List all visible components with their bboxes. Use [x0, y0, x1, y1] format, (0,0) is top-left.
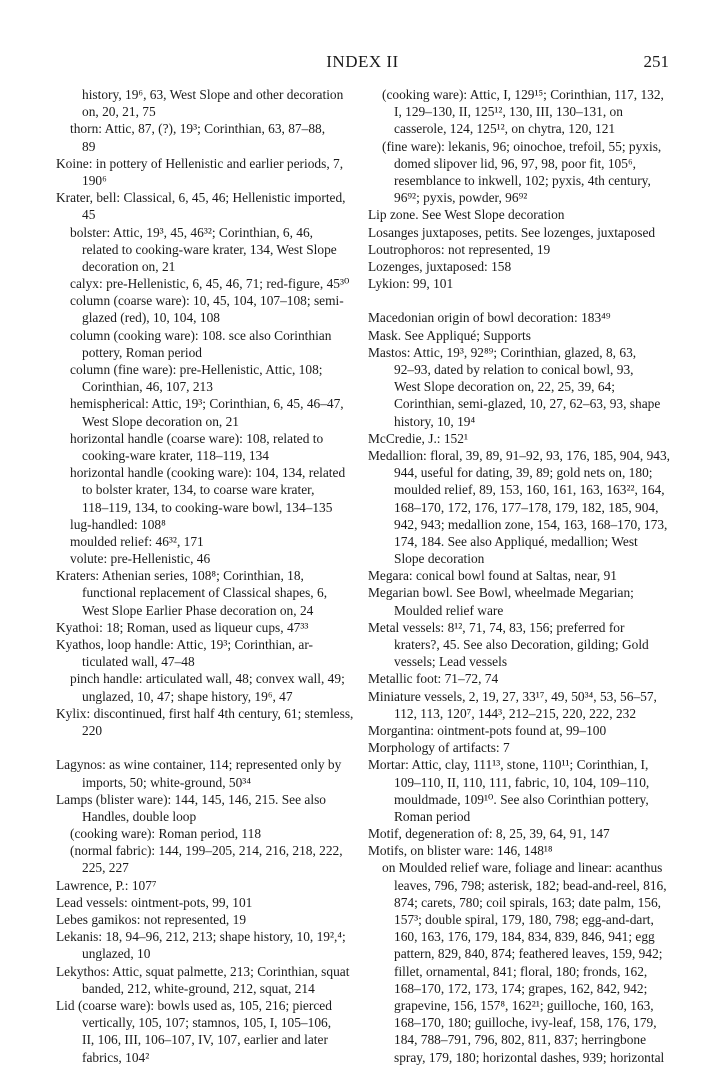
index-line: 942, 943; medallion zone, 154, 163, 168–170, 173, — [394, 516, 668, 532]
index-line: Loutrophoros: not represented, 19 — [368, 241, 551, 257]
index-line: (cooking ware): Roman period, 118 — [70, 826, 262, 842]
index-line: cooking-ware krater, 118–119, 134 — [82, 447, 269, 463]
index-line: Corinthian, semi-glazed, 10, 27, 62–63, 93, shape — [394, 396, 661, 412]
index-line: West Slope decoration on, 22, 25, 39, 64; — [394, 379, 615, 395]
index-line: 190⁶ — [82, 172, 107, 188]
index-line: Mastos: Attic, 19³, 92⁸⁹; Corinthian, glazed, 8, 63, — [368, 344, 637, 360]
index-line: 89 — [82, 138, 96, 154]
index-line: spray, 179, 180; horizontal dashes, 939; horizontal — [394, 1049, 665, 1065]
index-line: domed slipover lid, 96, 97, 98, poor fit, 105⁶, — [394, 155, 636, 171]
index-line: 225, 227 — [82, 860, 129, 876]
index-line: Morphology of artifacts: 7 — [368, 740, 510, 756]
index-line: Losanges juxtaposes, petits. See lozenges, juxtaposed — [368, 224, 656, 240]
index-line: 92–93, dated by relation to conical bowl, 93, — [394, 362, 634, 377]
index-line: (cooking ware): Attic, I, 129¹⁵; Corinthian, 117, 132, — [382, 87, 664, 102]
index-line: Kraters: Athenian series, 108⁸; Corinthian, 18, — [56, 568, 304, 584]
index-line: 112, 113, 120⁷, 144³, 212–215, 220, 222, 232 — [394, 705, 637, 721]
index-line: 45 — [82, 207, 96, 223]
index-line: vessels; Lead vessels — [394, 654, 508, 670]
index-line: Lead vessels: ointment-pots, 99, 101 — [56, 894, 253, 910]
index-line: Corinthian, 46, 107, 213 — [82, 379, 213, 395]
index-line: horizontal handle (coarse ware): 108, related to — [70, 430, 324, 446]
section-gap — [56, 739, 356, 756]
index-line: Megara: conical bowl found at Saltas, near, 91 — [368, 568, 617, 584]
index-line: grapevine, 156, 157⁸, 162²¹; guilloche, 160, 163, — [394, 997, 654, 1013]
index-line: Handles, double loop — [82, 808, 197, 824]
index-line: decoration on, 21 — [82, 258, 176, 274]
index-line: Lid (coarse ware): bowls used as, 105, 216; pierced — [56, 997, 332, 1013]
index-line: Morgantina: ointment-pots found at, 99–100 — [368, 722, 607, 738]
index-line: Koine: in pottery of Hellenistic and earlier periods, 7, — [56, 155, 344, 171]
index-line: Lip zone. See West Slope decoration — [368, 207, 565, 223]
index-line: fillet, ornamental, 841; floral, 180; fronds, 162, — [394, 963, 648, 979]
index-line: Lawrence, P.: 107⁷ — [56, 877, 157, 893]
index-line: resemblance to inkwell, 102; pyxis, 4th century, — [394, 172, 651, 188]
index-line: calyx: pre-Hellenistic, 6, 45, 46, 71; red-figure, 45³⁰ — [70, 276, 350, 292]
index-line: moulded relief: 46³², 171 — [70, 533, 204, 549]
index-line: Mortar: Attic, clay, 111¹³, stone, 110¹¹; Corinthian, I, — [368, 757, 649, 773]
index-line: on, 20, 21, 75 — [82, 104, 156, 120]
index-line: column (cooking ware): 108. sce also Corinthian — [70, 327, 332, 343]
index-line: Macedonian origin of bowl decoration: 183⁴⁹ — [368, 310, 611, 326]
left-column — [56, 86, 356, 1066]
index-line: lug-handled: 108⁸ — [70, 516, 166, 532]
index-line: (fine ware): lekanis, 96; oinochoe, trefoil, 55; pyxis, — [382, 138, 662, 154]
index-line: 168–170, 172, 173, 174; grapes, 162, 842, 942; — [394, 980, 648, 996]
index-line: Slope decoration — [394, 551, 485, 567]
index-line: related to cooking-ware krater, 134, West Slope — [82, 241, 337, 257]
index-line: Miniature vessels, 2, 19, 27, 33¹⁷, 49, 50³⁴, 53, 56–57, — [368, 688, 657, 704]
index-line: 118–119, 134, to cooking-ware bowl, 134–135 — [82, 499, 333, 515]
index-line: Lamps (blister ware): 144, 145, 146, 215. See also — [56, 791, 326, 807]
index-line: 174, 184. See also Appliqué, medallion; West — [394, 533, 638, 549]
index-line: functional replacement of Classical shapes, 6, — [82, 585, 328, 601]
index-line: West Slope decoration on, 21 — [82, 413, 239, 429]
index-line: 874; carets, 780; coil spirals, 163; date palm, 156, — [394, 894, 662, 910]
index-line: thorn: Attic, 87, (?), 19³; Corinthian, 63, 87–88, — [70, 121, 326, 137]
index-line: Motifs, on blister ware: 146, 148¹⁸ — [368, 843, 553, 859]
page-header — [0, 52, 725, 74]
index-line: kraters?, 45. See also Decoration, gilding; Gold — [394, 637, 649, 652]
index-line: West Slope Earlier Phase decoration on, 24 — [82, 602, 314, 618]
index-line: Lozenges, juxtaposed: 158 — [368, 258, 512, 274]
index-line: 184, 788–791, 796, 802, 811, 837; herringbone — [394, 1032, 647, 1048]
index-line: Kyathoi: 18; Roman, used as liqueur cups, 47³³ — [56, 619, 309, 635]
index-line: vertically, 105, 107; stamnos, 105, I, 105–106, — [82, 1015, 332, 1031]
index-line: 944, useful for dating, 39, 89; gold nets on, 180; — [394, 465, 653, 481]
index-line: column (coarse ware): 10, 45, 104, 107–108; semi- — [70, 293, 344, 309]
index-line: on Moulded relief ware, foliage and linear: acanthus — [382, 860, 663, 876]
index-line: I, 129–130, II, 125¹², 130, III, 130–131, on — [394, 104, 623, 120]
index-line: Medallion: floral, 39, 89, 91–92, 93, 176, 185, 904, 943, — [368, 447, 671, 463]
index-line: Lykion: 99, 101 — [368, 276, 454, 292]
index-line: leaves, 796, 798; asterisk, 182; bead-and-reel, 816, — [394, 877, 667, 893]
index-line: mouldmade, 109¹⁰. See also Corinthian pottery, — [394, 791, 649, 807]
index-line: Lekanis: 18, 94–96, 212, 213; shape history, 10, 19²,⁴; — [56, 929, 346, 945]
index-line: 109–110, II, 110, 111, fabric, 10, 104, 109–110, — [394, 774, 650, 790]
index-line: II, 106, III, 106–107, IV, 107, earlier and later — [82, 1032, 328, 1048]
index-line: (normal fabric): 144, 199–205, 214, 216, 218, 222, — [70, 843, 343, 859]
index-line: Lagynos: as wine container, 114; represented only by — [56, 757, 342, 773]
index-line: 168–170, 172, 176, 177–178, 179, 182, 185, 904, — [394, 499, 659, 515]
index-line: Kyathos, loop handle: Attic, 19³; Corinthian, ar- — [56, 637, 314, 652]
index-line: Roman period — [394, 808, 471, 824]
index-line: Lebes gamikos: not represented, 19 — [56, 912, 247, 927]
index-line: volute: pre-Hellenistic, 46 — [70, 551, 211, 567]
index-line: column (fine ware): pre-Hellenistic, Attic, 108; — [70, 362, 323, 377]
index-line: Kylix: discontinued, first half 4th century, 61; stemless, — [56, 705, 354, 721]
index-line: 157³; double spiral, 179, 180, 798; egg-and-dart, — [394, 912, 654, 927]
index-line: banded, 212, white-ground, 212, squat, 214 — [82, 980, 315, 996]
index-line: Metallic foot: 71–72, 74 — [368, 671, 499, 687]
index-line: 96⁹²; pyxis, powder, 96⁹² — [394, 190, 528, 206]
index-line: Mask. See Appliqué; Supports — [368, 327, 531, 343]
index-line: unglazed, 10, 47; shape history, 19⁶, 47 — [82, 688, 293, 704]
page-title: INDEX II — [326, 52, 399, 71]
index-line: pottery, Roman period — [82, 344, 202, 360]
index-line: pattern, 829, 840, 874; feathered leaves, 159, 942; — [394, 946, 663, 962]
index-line: 160, 163, 176, 179, 184, 834, 839, 846, 941; egg — [394, 929, 655, 945]
index-line: hemispherical: Attic, 19³; Corinthian, 6, 45, 46–47, — [70, 396, 344, 412]
index-line: glazed (red), 10, 104, 108 — [82, 310, 220, 326]
index-line: imports, 50; white-ground, 50³⁴ — [82, 774, 251, 790]
index-line: ticulated wall, 47–48 — [82, 654, 195, 670]
index-line: casserole, 124, 125¹², on chytra, 120, 121 — [394, 121, 616, 137]
index-line: Metal vessels: 8¹², 71, 74, 83, 156; preferred for — [368, 619, 625, 635]
page-number: 251 — [643, 52, 669, 71]
section-gap — [368, 292, 672, 309]
index-line: to bolster krater, 134, to coarse ware krater, — [82, 482, 315, 498]
index-line: bolster: Attic, 19³, 45, 46³²; Corinthian, 6, 46, — [70, 224, 314, 240]
index-line: pinch handle: articulated wall, 48; convex wall, 49; — [70, 671, 345, 687]
index-line: history, 10, 19⁴ — [394, 413, 476, 429]
index-line: 168–170, 180; guilloche, ivy-leaf, 158, 176, 179, — [394, 1015, 657, 1031]
index-line: Krater, bell: Classical, 6, 45, 46; Hellenistic imported, — [56, 190, 346, 206]
index-line: Moulded relief ware — [394, 602, 504, 618]
index-line: Lekythos: Attic, squat palmette, 213; Corinthian, squat — [56, 963, 350, 979]
index-line: McCredie, J.: 152¹ — [368, 430, 468, 446]
index-line: unglazed, 10 — [82, 946, 151, 962]
index-line: Motif, degeneration of: 8, 25, 39, 64, 91, 147 — [368, 826, 610, 842]
index-line: fabrics, 104² — [82, 1049, 150, 1065]
index-line: moulded relief, 89, 153, 160, 161, 163, 163²², 164, — [394, 482, 665, 498]
index-line: horizontal handle (cooking ware): 104, 134, related — [70, 465, 346, 481]
index-line: 220 — [82, 722, 103, 738]
index-line: Megarian bowl. See Bowl, wheelmade Megarian; — [368, 585, 634, 601]
right-column — [368, 86, 672, 1066]
index-line: history, 19⁶, 63, West Slope and other decoration — [82, 87, 344, 102]
